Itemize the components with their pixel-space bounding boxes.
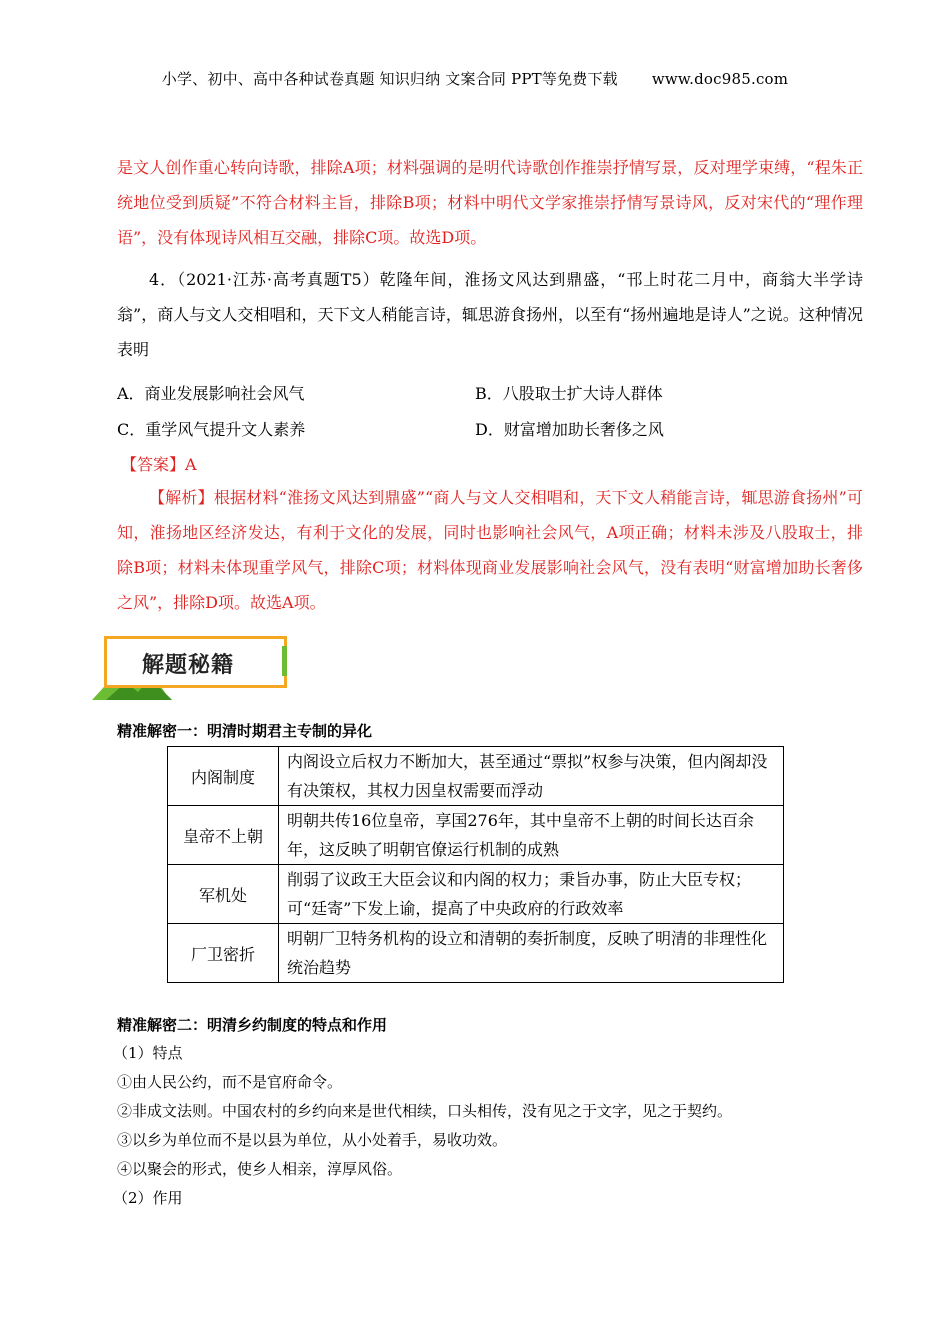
table-row (168, 865, 784, 924)
question-stem: 4．（2021·江苏·高考真题T5）乾隆年间，淮扬文风达到鼎盛，“邗上时花二月中，商翁大半学诗翁”，商人与文人交相唱和，天下文人稍能言诗，辄思游食扬州，以至有“扬州遍地是诗人”之说。这种情况表明 (117, 270, 863, 359)
table-key: 皇帝不上朝 (168, 806, 279, 865)
table-value: 明朝厂卫特务机构的设立和清朝的奏折制度，反映了明清的非理性化统治趋势 (279, 924, 784, 983)
table-value: 明朝共传16位皇帝，享国276年，其中皇帝不上朝的时间长达百余年，这反映了明朝官僚运行机制的成熟 (279, 806, 784, 865)
table-key: 内阁制度 (168, 747, 279, 806)
list-item: ①由人民公约，而不是官府命令。 (117, 1073, 343, 1091)
list-item: ④以聚会的形式，使乡人相亲，淳厚风俗。 (117, 1160, 403, 1178)
table-value: 削弱了议政王大臣会议和内阁的权力；秉旨办事，防止大臣专权；可“廷寄”下发上谕，提高了中央政府的行政效率 (279, 865, 784, 924)
badge-title: 解题秘籍 (142, 653, 235, 678)
list-item: （2）作用 (113, 1189, 183, 1207)
badge-accent-bar (282, 646, 287, 676)
previous-analysis: 是文人创作重心转向诗歌，排除A项；材料强调的是明代诗歌创作推崇抒情写景，反对理学束缚，“程朱正统地位受到质疑”不符合材料主旨，排除B项；材料中明代文学家推崇抒情写景诗风，反对宋代的“理作理语”，没有体现诗风相互交融，排除C项。故选D项。 (117, 158, 863, 247)
answer-analysis: 【解析】根据材料“淮扬文风达到鼎盛”“商人与文人交相唱和，天下文人稍能言诗，辄思游食扬州”可知，淮扬地区经济发达，有利于文化的发展，同时也影响社会风气，A项正确；材料未涉及八股取士，排除B项；材料未体现重学风气，排除C项；材料体现商业发展影响社会风气，没有表明“财富增加助长奢侈之风”，排除D项。故选A项。 (117, 488, 863, 612)
option-c: C．重学风气提升文人素养 (117, 420, 306, 439)
table-key: 军机处 (168, 865, 279, 924)
section1-title: 精准解密一：明清时期君主专制的异化 (117, 722, 373, 740)
option-a: A．商业发展影响社会风气 (117, 384, 305, 403)
section-badge (92, 634, 297, 700)
table-row (168, 806, 784, 865)
option-d: D．财富增加助长奢侈之风 (475, 420, 664, 439)
page-header (0, 68, 950, 89)
list-item: ②非成文法则。中国农村的乡约向来是世代相续，口头相传，没有见之于文字，见之于契约。 (117, 1102, 733, 1120)
autocracy-table (167, 746, 784, 983)
table-row (168, 747, 784, 806)
header-text: 小学、初中、高中各种试卷真题 知识归纳 文案合同 PPT等免费下载 (161, 70, 618, 88)
table-row (168, 924, 784, 983)
list-item: （1）特点 (113, 1044, 183, 1062)
table-value: 内阁设立后权力不断加大，甚至通过“票拟”权参与决策，但内阁却没有决策权，其权力因皇权需要而浮动 (279, 747, 784, 806)
table-key: 厂卫密折 (168, 924, 279, 983)
header-site-link[interactable]: www.doc985.com (651, 70, 789, 88)
option-b: B．八股取士扩大诗人群体 (475, 384, 663, 403)
list-item: ③以乡为单位而不是以县为单位，从小处着手，易收功效。 (117, 1131, 508, 1149)
answer: 【答案】A (121, 455, 197, 474)
section2-title: 精准解密二：明清乡约制度的特点和作用 (117, 1016, 388, 1034)
